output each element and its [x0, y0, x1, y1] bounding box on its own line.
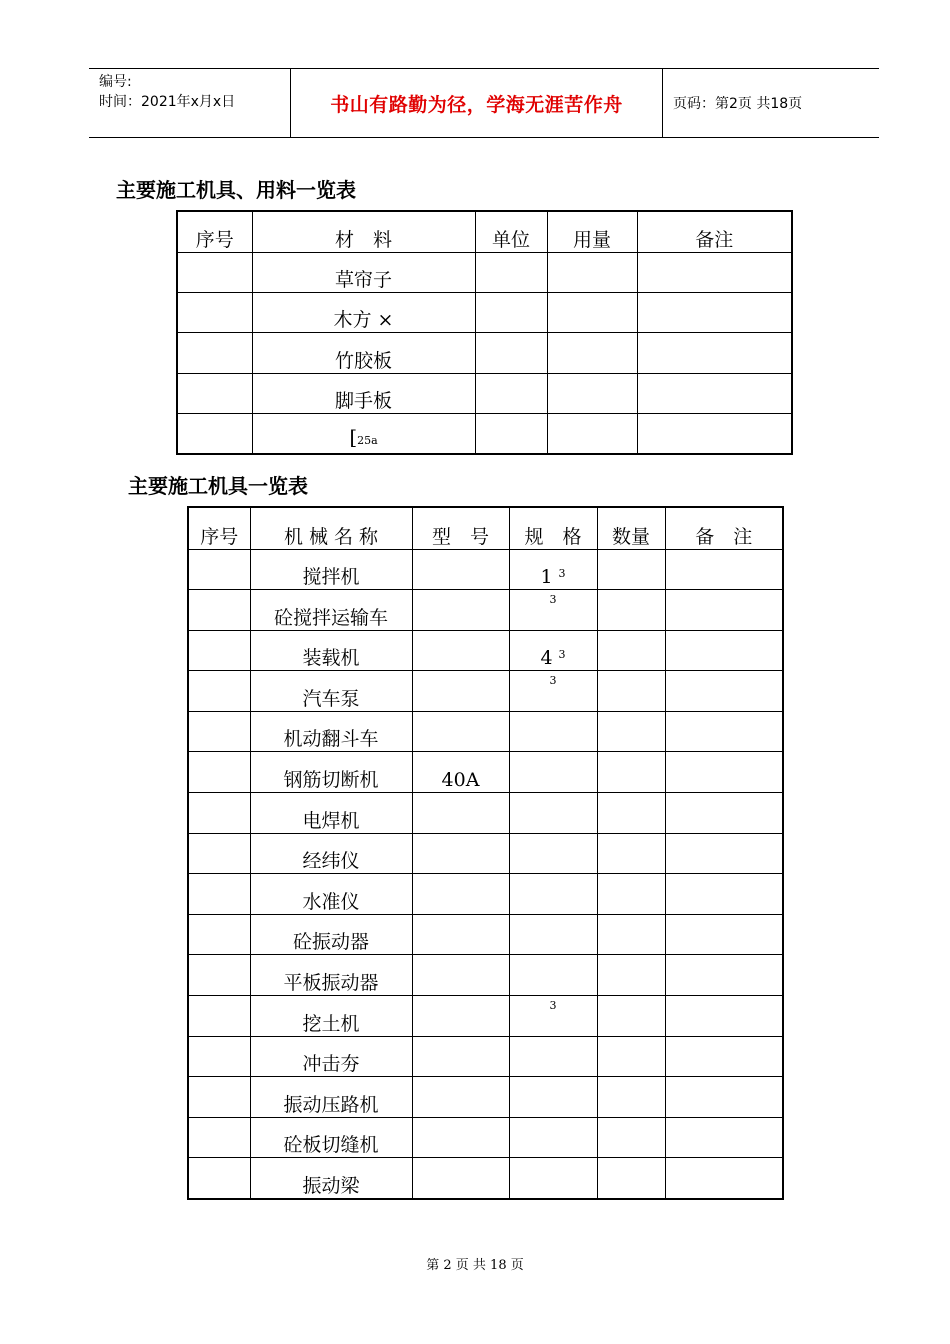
- cell-qty: [597, 549, 665, 590]
- cell-note: [665, 752, 783, 793]
- cell-spec: [509, 711, 597, 752]
- table-row: [177, 332, 792, 373]
- col-header-seq: 序号: [177, 211, 252, 252]
- cell-machine-name: 电焊机: [250, 793, 412, 834]
- spec-superscript: 3: [558, 648, 566, 662]
- cell-spec: [509, 630, 597, 671]
- table1-title: 主要施工机具、用料一览表: [116, 178, 356, 202]
- cell-machine-name: 砼板切缝机: [250, 1117, 412, 1158]
- table-row: [188, 1077, 783, 1118]
- table-row: [188, 874, 783, 915]
- cell-seq: [188, 1077, 250, 1118]
- cell-model: [412, 874, 509, 915]
- cell-amount: [547, 252, 637, 292]
- col-header-amount: 用量: [547, 211, 637, 252]
- spec-value: 1: [540, 566, 553, 589]
- cell-seq: [188, 874, 250, 915]
- page-footer: 第 2 页 共 18 页: [426, 1258, 524, 1273]
- cell-seq: [188, 549, 250, 590]
- cell-seq: [177, 252, 252, 292]
- cell-note: [637, 292, 792, 332]
- table-row: [188, 671, 783, 712]
- cell-note: [665, 996, 783, 1037]
- cell-note: [665, 1036, 783, 1077]
- cell-spec: [509, 1158, 597, 1199]
- cell-spec: [509, 874, 597, 915]
- page-header: [89, 68, 879, 138]
- cell-note: [665, 914, 783, 955]
- table2-title: 主要施工机具一览表: [128, 474, 308, 498]
- cell-spec: [509, 833, 597, 874]
- col-header-unit: 单位: [475, 211, 547, 252]
- cell-qty: [597, 1117, 665, 1158]
- table-row: [188, 711, 783, 752]
- cell-note: [665, 549, 783, 590]
- cell-note: [665, 1158, 783, 1199]
- cell-note: [665, 874, 783, 915]
- table-row: [177, 292, 792, 332]
- cell-seq: [177, 413, 252, 454]
- col-header-note: 备 注: [665, 507, 783, 549]
- cell-spec: [509, 914, 597, 955]
- table-row: [188, 549, 783, 590]
- header-page-number: 页码：第2页 共18页: [673, 96, 803, 112]
- table-row: [188, 955, 783, 996]
- cell-machine-name: 钢筋切断机: [250, 752, 412, 793]
- cell-unit: [475, 373, 547, 413]
- cell-seq: [188, 833, 250, 874]
- col-header-note: 备注: [637, 211, 792, 252]
- spec-superscript: 3: [549, 998, 557, 1012]
- cell-material: 竹胶板: [252, 332, 475, 373]
- cell-spec: [509, 1036, 597, 1077]
- cell-qty: [597, 793, 665, 834]
- cell-qty: [597, 996, 665, 1037]
- cell-machine-name: 装载机: [250, 630, 412, 671]
- channel-steel-bracket: [: [349, 425, 358, 449]
- cell-model: [412, 955, 509, 996]
- machinery-table-body: [188, 549, 783, 1199]
- table-row: [188, 1036, 783, 1077]
- col-header-qty: 数量: [597, 507, 665, 549]
- table-row: [188, 590, 783, 631]
- cell-model: [412, 793, 509, 834]
- cell-unit: [475, 252, 547, 292]
- table-row: [188, 630, 783, 671]
- cell-spec: [509, 590, 597, 631]
- materials-table: [176, 210, 793, 455]
- cell-model: [412, 833, 509, 874]
- cell-seq: [188, 752, 250, 793]
- cell-spec: [509, 549, 597, 590]
- table-row: [188, 833, 783, 874]
- cell-unit: [475, 413, 547, 454]
- cell-note: [665, 711, 783, 752]
- table-row: [188, 914, 783, 955]
- spec-superscript: 3: [558, 567, 566, 581]
- table-header-row: [188, 507, 783, 549]
- cell-qty: [597, 671, 665, 712]
- cell-qty: [597, 630, 665, 671]
- cell-model: [412, 1077, 509, 1118]
- cell-material: 木方 ×: [252, 292, 475, 332]
- cell-amount: [547, 292, 637, 332]
- cell-unit: [475, 292, 547, 332]
- cell-spec: [509, 1077, 597, 1118]
- cell-model: [412, 996, 509, 1037]
- cell-model: [412, 914, 509, 955]
- cell-material: [252, 413, 475, 454]
- cell-amount: [547, 413, 637, 454]
- cell-seq: [188, 630, 250, 671]
- cell-material: 脚手板: [252, 373, 475, 413]
- header-meta: [89, 69, 291, 137]
- cell-note: [665, 1077, 783, 1118]
- cell-spec: [509, 955, 597, 996]
- cell-qty: [597, 590, 665, 631]
- machinery-table: [187, 506, 784, 1200]
- cell-spec: [509, 752, 597, 793]
- header-page-cell: [663, 69, 879, 137]
- channel-steel-size: 25a: [357, 434, 378, 447]
- cell-machine-name: 砼振动器: [250, 914, 412, 955]
- cell-model: [412, 549, 509, 590]
- table-row: [188, 1158, 783, 1199]
- cell-seq: [177, 373, 252, 413]
- table-row: [188, 752, 783, 793]
- cell-qty: [597, 1158, 665, 1199]
- cell-model: [412, 671, 509, 712]
- cell-seq: [188, 1117, 250, 1158]
- table-header-row: [177, 211, 792, 252]
- cell-model: [412, 1158, 509, 1199]
- cell-machine-name: 机动翻斗车: [250, 711, 412, 752]
- table-row: [188, 793, 783, 834]
- spec-superscript: 3: [549, 673, 557, 687]
- cell-seq: [188, 793, 250, 834]
- cell-seq: [188, 1158, 250, 1199]
- header-motto-cell: [291, 69, 663, 137]
- cell-model: [412, 630, 509, 671]
- table-row: [177, 373, 792, 413]
- cell-amount: [547, 332, 637, 373]
- cell-machine-name: 经纬仪: [250, 833, 412, 874]
- cell-machine-name: 水准仪: [250, 874, 412, 915]
- table-row: [177, 252, 792, 292]
- cell-note: [637, 252, 792, 292]
- cell-seq: [177, 292, 252, 332]
- cell-spec: [509, 793, 597, 834]
- cell-material: 草帘子: [252, 252, 475, 292]
- cell-note: [665, 833, 783, 874]
- cell-model: [412, 1036, 509, 1077]
- cell-qty: [597, 874, 665, 915]
- col-header-name: 机 械 名 称: [250, 507, 412, 549]
- cell-note: [665, 1117, 783, 1158]
- document-time: 时间：2021年x月x日: [99, 94, 236, 110]
- header-motto: 书山有路勤为径，学海无涯苦作舟: [330, 93, 623, 116]
- cell-model: [412, 590, 509, 631]
- cell-machine-name: 振动梁: [250, 1158, 412, 1199]
- cell-machine-name: 砼搅拌运输车: [250, 590, 412, 631]
- cell-qty: [597, 711, 665, 752]
- cell-note: [665, 671, 783, 712]
- cell-note: [665, 590, 783, 631]
- col-header-spec: 规 格: [509, 507, 597, 549]
- cell-qty: [597, 1077, 665, 1118]
- cell-seq: [188, 914, 250, 955]
- cell-note: [637, 373, 792, 413]
- cell-machine-name: 平板振动器: [250, 955, 412, 996]
- cell-machine-name: 冲击夯: [250, 1036, 412, 1077]
- document-number: 编号:: [99, 74, 132, 90]
- cell-note: [637, 413, 792, 454]
- cell-machine-name: 搅拌机: [250, 549, 412, 590]
- cell-model: [412, 711, 509, 752]
- col-header-seq: 序号: [188, 507, 250, 549]
- cell-qty: [597, 914, 665, 955]
- cell-machine-name: 振动压路机: [250, 1077, 412, 1118]
- table-row: [188, 996, 783, 1037]
- table-row: [177, 413, 792, 454]
- cell-spec: [509, 996, 597, 1037]
- cell-model: [412, 1117, 509, 1158]
- cell-spec: [509, 671, 597, 712]
- cell-model: 40A: [412, 752, 509, 793]
- cell-note: [665, 630, 783, 671]
- cell-qty: [597, 1036, 665, 1077]
- table-row: [188, 1117, 783, 1158]
- cell-note: [665, 793, 783, 834]
- cell-unit: [475, 332, 547, 373]
- col-header-model: 型 号: [412, 507, 509, 549]
- cell-seq: [188, 1036, 250, 1077]
- cell-qty: [597, 752, 665, 793]
- cell-seq: [188, 590, 250, 631]
- spec-value: 4: [540, 647, 553, 670]
- cell-seq: [188, 671, 250, 712]
- cell-machine-name: 汽车泵: [250, 671, 412, 712]
- cell-seq: [177, 332, 252, 373]
- cell-seq: [188, 955, 250, 996]
- cell-spec: [509, 1117, 597, 1158]
- col-header-material: 材 料: [252, 211, 475, 252]
- cell-seq: [188, 711, 250, 752]
- cell-qty: [597, 955, 665, 996]
- cell-seq: [188, 996, 250, 1037]
- spec-superscript: 3: [549, 592, 557, 606]
- cell-machine-name: 挖土机: [250, 996, 412, 1037]
- cell-note: [665, 955, 783, 996]
- cell-qty: [597, 833, 665, 874]
- cell-amount: [547, 373, 637, 413]
- cell-note: [637, 332, 792, 373]
